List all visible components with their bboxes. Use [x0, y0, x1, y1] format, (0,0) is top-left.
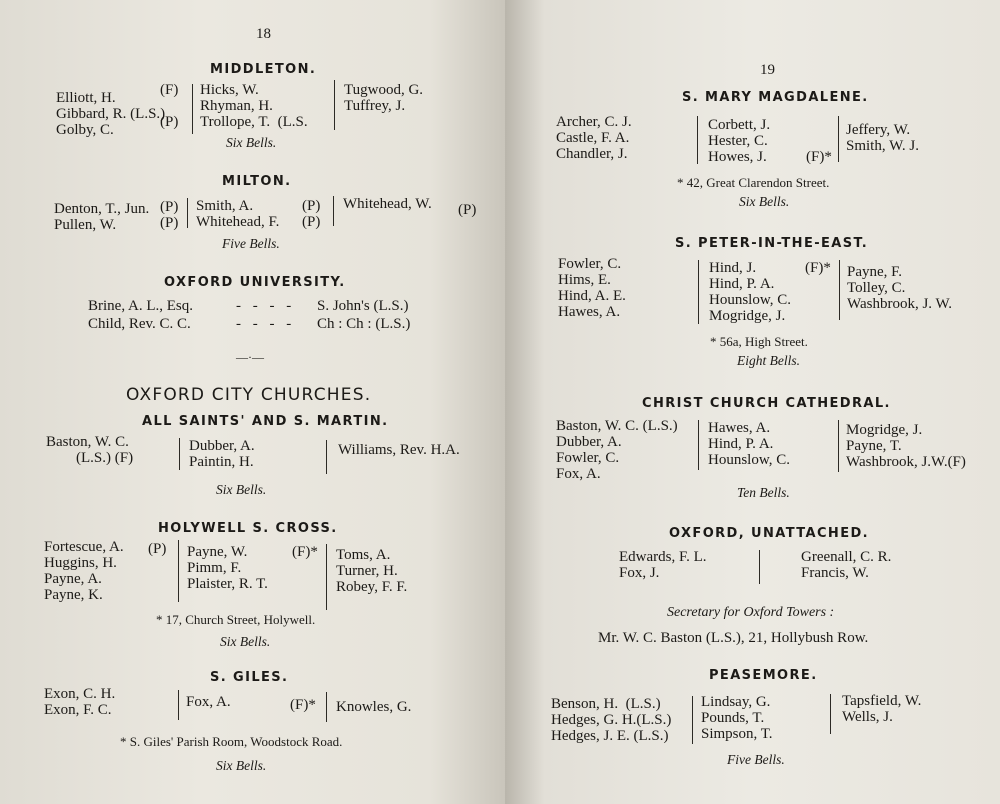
s-giles-col2-tags: (F)*: [290, 697, 316, 713]
bells-note: Ten Bells.: [737, 485, 790, 500]
s-mary-col3: Jeffery, W. Smith, W. J.: [846, 122, 919, 154]
university-row2-college: Ch : Ch : (L.S.): [317, 316, 411, 332]
section-title-oxford-unattached: OXFORD, UNATTACHED.: [669, 526, 870, 541]
bells-note: Eight Bells.: [737, 353, 800, 368]
holywell-col2: Payne, W. Pimm, F. Plaister, R. T.: [187, 544, 268, 592]
section-title-milton: MILTON.: [222, 174, 292, 189]
address-note: * 56a, High Street.: [710, 334, 808, 349]
university-row1-name: Brine, A. L., Esq.: [88, 298, 193, 314]
holywell-col2-tags: (F)*: [292, 544, 318, 560]
s-peter-col2-tags: (F)*: [805, 260, 831, 276]
column-divider: [838, 116, 839, 162]
column-divider: [698, 260, 699, 324]
christ-church-col1: Baston, W. C. (L.S.) Dubber, A. Fowler, C. Fox, A.: [556, 418, 678, 482]
university-row2-name: Child, Rev. C. C.: [88, 316, 191, 332]
column-divider: [838, 420, 839, 472]
s-giles-col1: Exon, C. H. Exon, F. C.: [44, 686, 116, 718]
address-note: * 42, Great Clarendon Street.: [677, 175, 830, 190]
unattached-col1: Edwards, F. L. Fox, J.: [619, 549, 707, 581]
bells-note: Six Bells.: [216, 758, 267, 773]
column-divider: [830, 694, 831, 734]
column-divider: [179, 438, 180, 470]
column-divider: [326, 544, 327, 610]
column-divider: [839, 260, 840, 320]
page-number: 18: [256, 26, 271, 42]
holywell-col1-tags: (P): [148, 541, 167, 557]
university-row1-college: S. John's (L.S.): [317, 298, 409, 314]
bells-note: Six Bells.: [216, 482, 267, 497]
s-peter-col3: Payne, F. Tolley, C. Washbrook, J. W.: [847, 264, 953, 312]
section-title-oxford-university: OXFORD UNIVERSITY.: [164, 275, 346, 290]
bells-note: Six Bells.: [226, 135, 277, 150]
milton-col1-tags: (P) (P): [160, 199, 179, 231]
milton-col3: Whitehead, W.: [343, 196, 432, 212]
right-page: [505, 0, 1000, 804]
bells-note: Five Bells.: [222, 236, 280, 251]
peasemore-col2: Lindsay, G. Pounds, T. Simpson, T.: [701, 694, 773, 742]
s-mary-col2: Corbett, J. Hester, C. Howes, J.: [708, 117, 771, 165]
bells-note: Six Bells.: [220, 634, 271, 649]
bells-note: Five Bells.: [727, 752, 785, 767]
oxford-city-churches-title: OXFORD CITY CHURCHES.: [126, 385, 372, 405]
column-divider: [178, 540, 179, 602]
section-title-christ-church-cathedral: CHRIST CHURCH CATHEDRAL.: [642, 396, 891, 411]
holywell-col3: Toms, A. Turner, H. Robey, F. F.: [336, 547, 408, 595]
s-mary-col1: Archer, C. J. Castle, F. A. Chandler, J.: [556, 114, 632, 162]
peasemore-col1: Benson, H. (L.S.) Hedges, G. H.(L.S.) Hedges, J. E. (L.S.): [551, 696, 672, 744]
column-divider: [326, 692, 327, 722]
column-divider: [698, 420, 699, 470]
column-divider: [187, 198, 188, 228]
section-title-s-peter-in-the-east: S. PETER-IN-THE-EAST.: [675, 236, 869, 251]
section-title-holywell: HOLYWELL S. CROSS.: [158, 521, 338, 536]
column-divider: [759, 550, 760, 584]
milton-col2: Smith, A. Whitehead, F.: [196, 198, 280, 230]
milton-col1: Denton, T., Jun. Pullen, W.: [54, 201, 150, 233]
section-title-s-mary-magdalene: S. MARY MAGDALENE.: [682, 90, 869, 105]
s-giles-col3: Knowles, G.: [336, 699, 412, 715]
christ-church-col3: Mogridge, J. Payne, T. Washbrook, J.W.(F): [846, 422, 966, 470]
middleton-col1-tags: (F) (P): [160, 82, 179, 130]
s-peter-col2: Hind, J. Hind, P. A. Hounslow, C. Mogridge, J.: [709, 260, 791, 324]
secretary-line: Mr. W. C. Baston (L.S.), 21, Hollybush Row.: [598, 630, 869, 646]
middleton-col3: Tugwood, G. Tuffrey, J.: [344, 82, 424, 114]
secretary-heading: Secretary for Oxford Towers :: [667, 605, 835, 620]
column-divider: [692, 696, 693, 744]
section-title-s-giles: S. GILES.: [210, 670, 289, 685]
bells-note: Six Bells.: [739, 194, 790, 209]
middleton-col2: Hicks, W. Rhyman, H. Trollope, T. (L.S.: [200, 82, 308, 130]
all-saints-col3: Williams, Rev. H.A.: [338, 442, 460, 458]
address-note: * S. Giles' Parish Room, Woodstock Road.: [120, 734, 343, 749]
milton-col3-tags: (P): [458, 202, 477, 218]
all-saints-col2: Dubber, A. Paintin, H.: [189, 438, 255, 470]
section-title-peasemore: PEASEMORE.: [709, 668, 818, 683]
section-title-all-saints: ALL SAINTS' AND S. MARTIN.: [142, 414, 389, 429]
section-title-middleton: MIDDLETON.: [210, 62, 317, 77]
column-divider: [333, 196, 334, 226]
unattached-col2: Greenall, C. R. Francis, W.: [801, 549, 892, 581]
s-peter-col1: Fowler, C. Hims, E. Hind, A. E. Hawes, A.: [558, 256, 626, 320]
column-divider: [334, 80, 335, 130]
university-row1-dots: - - - -: [236, 298, 296, 314]
university-row2-dots: - - - -: [236, 316, 296, 332]
holywell-col1: Fortescue, A. Huggins, H. Payne, A. Payne, K.: [44, 539, 124, 603]
s-mary-col2-tags: (F)*: [806, 149, 832, 165]
column-divider: [326, 440, 327, 474]
page-number: 19: [760, 62, 775, 78]
middleton-col1: Elliott, H. Gibbard, R. (L.S.) Golby, C.: [56, 90, 166, 138]
column-divider: [192, 84, 193, 134]
milton-col2-tags: (P) (P): [302, 198, 321, 230]
peasemore-col3: Tapsfield, W. Wells, J.: [842, 693, 922, 725]
s-giles-col2: Fox, A.: [186, 694, 231, 710]
christ-church-col2: Hawes, A. Hind, P. A. Hounslow, C.: [708, 420, 790, 468]
column-divider: [697, 116, 698, 164]
all-saints-col1: Baston, W. C. (L.S.) (F): [46, 434, 134, 466]
column-divider: [178, 690, 179, 720]
address-note: * 17, Church Street, Holywell.: [156, 612, 316, 627]
section-divider: —·—: [236, 350, 264, 364]
